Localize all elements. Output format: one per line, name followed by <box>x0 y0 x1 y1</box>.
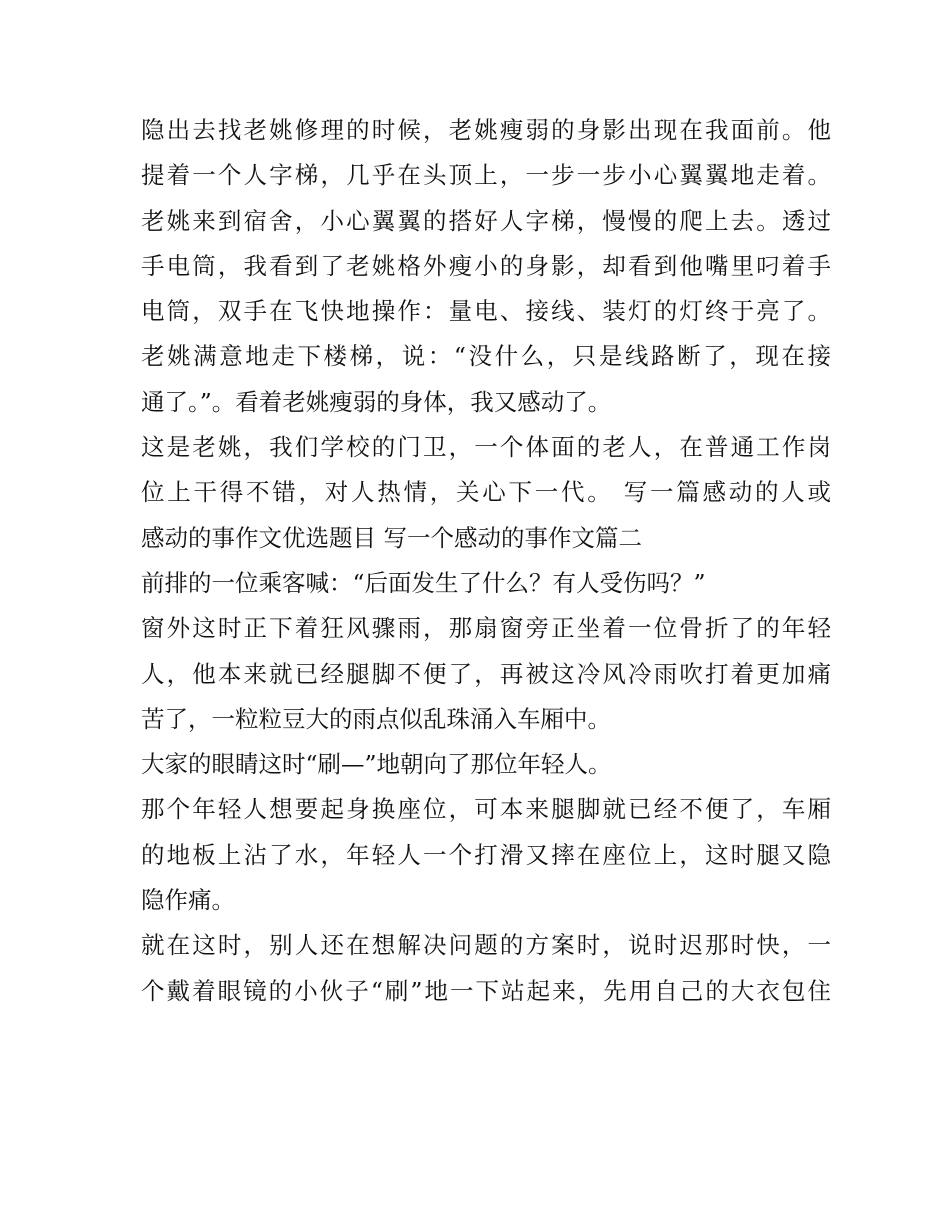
text-line: 通了。”。看着老姚瘦弱的身体，我又感动了。 <box>141 387 612 416</box>
text-line: 位上干得不错，对人热情，关心下一代。 写一篇感动的人或 <box>141 478 831 507</box>
text-line: 个戴着眼镜的小伙子“刷”地一下站起来，先用自己的大衣包住 <box>141 976 831 1005</box>
text-line: 苦了，一粒粒豆大的雨点似乱珠涌入车厢中。 <box>141 704 611 733</box>
text-line: 的地板上沾了水，年轻人一个打滑又摔在座位上，这时腿又隐 <box>141 840 831 869</box>
text-line: 手电筒，我看到了老姚格外瘦小的身影，却看到他嘴里叼着手 <box>141 251 831 280</box>
text-line: 人，他本来就已经腿脚不便了，再被这冷风冷雨吹打着更加痛 <box>141 659 831 688</box>
body-text <box>141 108 831 1014</box>
text-line: 老姚来到宿舍，小心翼翼的搭好人字梯，慢慢的爬上去。透过 <box>141 206 831 235</box>
text-line: 那个年轻人想要起身换座位，可本来腿脚就已经不便了，车厢 <box>141 795 831 824</box>
text-line: 电筒，双手在飞快地操作：量电、接线、装灯的灯终于亮了。 <box>141 297 831 326</box>
text-line: 就在这时，别人还在想解决问题的方案时，说时迟那时快，一 <box>141 931 831 960</box>
text-line: 老姚满意地走下楼梯，说：“没什么，只是线路断了，现在接 <box>141 342 831 371</box>
text-line: 提着一个人字梯，几乎在头顶上，一步一步小心翼翼地走着。 <box>141 161 831 190</box>
text-line: 大家的眼睛这时“刷—”地朝向了那位年轻人。 <box>141 750 612 779</box>
text-line: 隐作痛。 <box>141 886 235 915</box>
text-line: 窗外这时正下着狂风骤雨，那扇窗旁正坐着一位骨折了的年轻 <box>141 614 831 643</box>
text-line: 前排的一位乘客喊：“后面发生了什么？有人受伤吗？” <box>141 568 706 597</box>
text-line: 感动的事作文优选题目 写一个感动的事作文篇二 <box>141 523 642 552</box>
text-line: 隐出去找老姚修理的时候，老姚瘦弱的身影出现在我面前。他 <box>141 116 831 144</box>
text-line: 这是老姚，我们学校的门卫，一个体面的老人，在普通工作岗 <box>141 433 831 462</box>
